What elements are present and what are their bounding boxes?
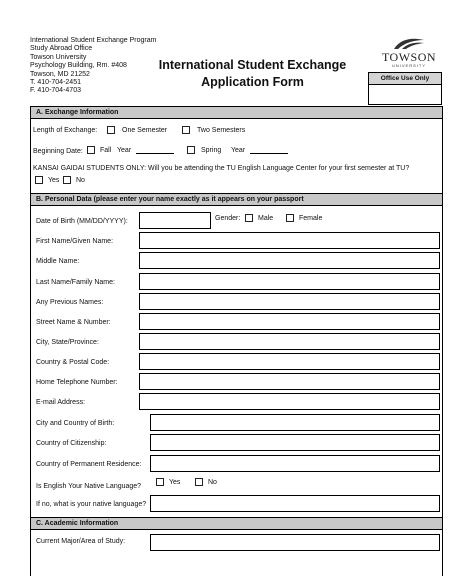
- two-semesters-label: Two Semesters: [197, 127, 246, 134]
- address-line: F. 410-704-4703: [30, 87, 81, 95]
- field-label: Last Name/Family Name:: [36, 279, 115, 286]
- two-semesters-checkbox[interactable]: [182, 126, 190, 134]
- country-postal-input[interactable]: [139, 353, 440, 370]
- fall-year-label: Year: [117, 147, 132, 154]
- field-label: Country of Permanent Residence:: [36, 461, 142, 468]
- address-line: Towson, MD 21252: [30, 70, 90, 78]
- kansai-no-label: No: [76, 177, 85, 184]
- form-border-right: [442, 118, 443, 576]
- field-label: E-mail Address:: [36, 399, 86, 406]
- field-label: Any Previous Names:: [36, 299, 104, 306]
- previous-names-input[interactable]: [139, 293, 440, 310]
- kansai-no-checkbox[interactable]: [63, 176, 71, 184]
- fall-checkbox[interactable]: [87, 146, 95, 154]
- street-input[interactable]: [139, 313, 440, 330]
- office-use-label: Office Use Only: [369, 73, 441, 85]
- native-language-input[interactable]: [150, 495, 440, 512]
- field-label: Country & Postal Code:: [36, 359, 110, 366]
- field-label: Street Name & Number:: [36, 319, 111, 326]
- address-line: Study Abroad Office: [30, 45, 93, 53]
- home-phone-input[interactable]: [139, 373, 440, 390]
- one-semester-checkbox[interactable]: [107, 126, 115, 134]
- field-label: First Name/Given Name:: [36, 238, 114, 245]
- gender-label: Gender:: [215, 215, 241, 222]
- spring-year-field[interactable]: [250, 153, 288, 154]
- spring-label: Spring: [201, 147, 222, 154]
- middle-name-input[interactable]: [139, 252, 440, 269]
- native-no-label: No: [208, 479, 217, 486]
- form-title-line2: Application Form: [201, 75, 304, 89]
- address-line: Psychology Building, Rm. #408: [30, 62, 127, 70]
- male-label: Male: [258, 215, 274, 222]
- native-yes-checkbox[interactable]: [156, 478, 164, 486]
- logo-word: TOWSON: [381, 50, 437, 64]
- tiger-stripe-icon: [392, 37, 426, 51]
- kansai-yes-label: Yes: [48, 177, 60, 184]
- female-label: Female: [299, 215, 323, 222]
- field-label: City and Country of Birth:: [36, 420, 115, 427]
- first-name-input[interactable]: [139, 232, 440, 249]
- fall-year-field[interactable]: [136, 153, 174, 154]
- native-language-question: Is English Your Native Language?: [36, 483, 142, 490]
- towson-logo: [378, 37, 440, 68]
- dob-label: Date of Birth (MM/DD/YYYY):: [36, 218, 128, 225]
- native-yes-label: Yes: [169, 479, 181, 486]
- field-label: Middle Name:: [36, 258, 80, 265]
- male-checkbox[interactable]: [245, 214, 253, 222]
- address-line: T. 410-704-2451: [30, 79, 81, 87]
- beginning-date-label: Beginning Date:: [33, 148, 83, 155]
- citizenship-input[interactable]: [150, 434, 440, 451]
- section-b-header: B. Personal Data (please enter your name exactly as it appears on your passport: [30, 193, 443, 206]
- last-name-input[interactable]: [139, 273, 440, 290]
- email-input[interactable]: [139, 393, 440, 410]
- permanent-residence-input[interactable]: [150, 455, 440, 472]
- logo-sub: UNIVERSITY: [391, 63, 426, 68]
- dob-input[interactable]: [139, 212, 211, 229]
- kansai-question: KANSAI GAIDAI STUDENTS ONLY: Will you be attending the TU English Language Center for your first semester at TU?: [33, 165, 410, 172]
- section-c-header: C. Academic Information: [30, 517, 443, 530]
- birth-place-input[interactable]: [150, 414, 440, 431]
- major-label: Current Major/Area of Study:: [36, 538, 126, 545]
- spring-year-label: Year: [231, 147, 246, 154]
- fall-label: Fall: [100, 147, 112, 154]
- section-a-header: A. Exchange Information: [30, 106, 443, 119]
- city-state-input[interactable]: [139, 333, 440, 350]
- address-line: International Student Exchange Program: [30, 37, 157, 44]
- native-language-label: If no, what is your native language?: [36, 501, 147, 508]
- form-title: [145, 57, 360, 91]
- spring-checkbox[interactable]: [187, 146, 195, 154]
- one-semester-label: One Semester: [122, 127, 168, 134]
- field-label: City, State/Province:: [36, 339, 99, 346]
- length-of-exchange-label: Length of Exchange:: [33, 127, 98, 134]
- office-address: [30, 37, 156, 96]
- field-label: Home Telephone Number:: [36, 379, 118, 386]
- native-no-checkbox[interactable]: [195, 478, 203, 486]
- kansai-yes-checkbox[interactable]: [35, 176, 43, 184]
- form-border-left: [30, 118, 31, 576]
- field-label: Country of Citizenship:: [36, 440, 107, 447]
- address-line: Towson University: [30, 53, 87, 61]
- office-use-box: [368, 72, 442, 105]
- female-checkbox[interactable]: [286, 214, 294, 222]
- major-input[interactable]: [150, 534, 440, 551]
- form-title-line1: International Student Exchange: [158, 58, 347, 72]
